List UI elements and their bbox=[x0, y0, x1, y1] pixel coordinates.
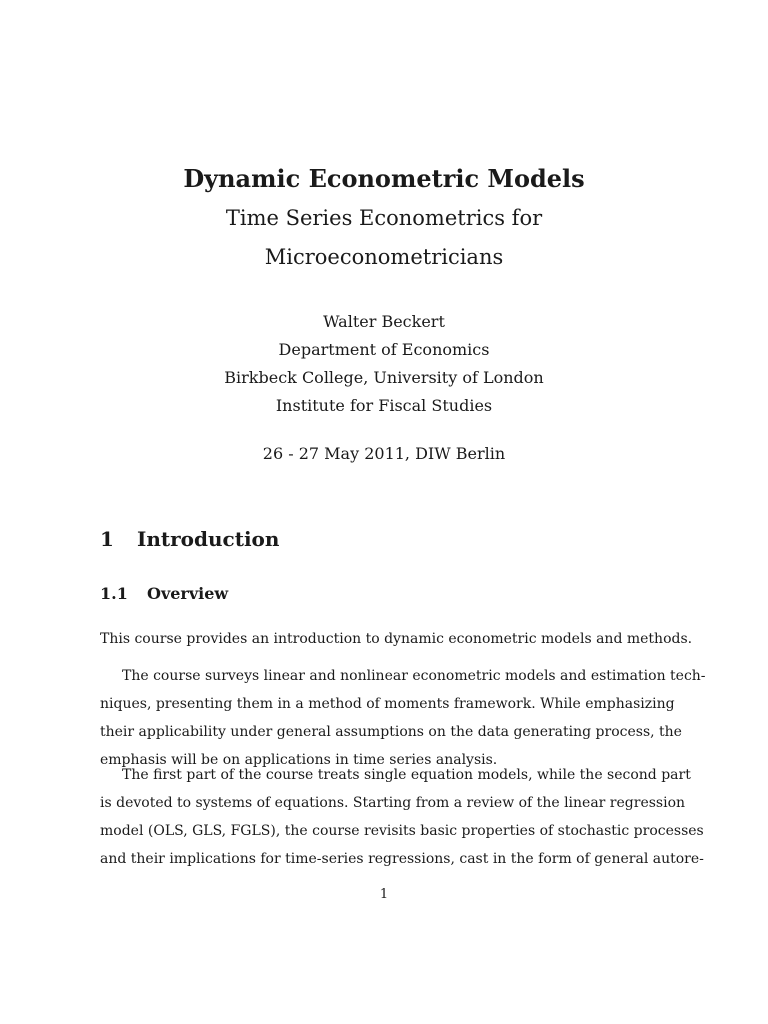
section-number: 1 bbox=[100, 527, 114, 551]
paragraph-line: This course provides an introduction to dynamic econometric models and methods. bbox=[100, 631, 693, 647]
document-title: Dynamic Econometric Models bbox=[183, 164, 585, 193]
paragraph-line: The course surveys linear and nonlinear econometric models and estimation tech- bbox=[122, 668, 706, 684]
paragraph-3 bbox=[100, 761, 704, 873]
document-subtitle-line-2: Microeconometricians bbox=[264, 245, 504, 269]
paragraph-line: model (OLS, GLS, FGLS), the course revisits basic properties of stochastic processes bbox=[100, 823, 704, 839]
subsection-number: 1.1 bbox=[100, 584, 128, 603]
document-date: 26 - 27 May 2011, DIW Berlin bbox=[262, 444, 506, 463]
affiliation-college: Birkbeck College, University of London bbox=[224, 368, 544, 387]
subsection-title: Overview bbox=[147, 584, 229, 603]
paragraph-line: and their implications for time-series regressions, cast in the form of general autore- bbox=[100, 851, 704, 867]
author-name: Walter Beckert bbox=[323, 312, 445, 331]
page-number: 1 bbox=[379, 887, 389, 902]
affiliation-department: Department of Economics bbox=[278, 340, 490, 359]
paragraph-2 bbox=[100, 662, 706, 774]
paragraph-line: their applicability under general assumptions on the data generating process, the bbox=[100, 724, 682, 740]
paragraph-line: is devoted to systems of equations. Starting from a review of the linear regression bbox=[100, 795, 686, 811]
paragraph-line: niques, presenting them in a method of moments framework. While emphasizing bbox=[100, 696, 675, 712]
subsection-heading bbox=[100, 583, 228, 605]
paragraph-line: The first part of the course treats single equation models, while the second part bbox=[122, 767, 691, 783]
section-heading bbox=[100, 526, 279, 552]
section-title: Introduction bbox=[137, 527, 280, 551]
paragraph-line: emphasis will be on applications in time series analysis. bbox=[100, 752, 498, 768]
affiliation-institute: Institute for Fiscal Studies bbox=[275, 396, 493, 415]
paragraph-1 bbox=[100, 625, 693, 653]
document-subtitle-line-1: Time Series Econometrics for bbox=[225, 206, 543, 230]
